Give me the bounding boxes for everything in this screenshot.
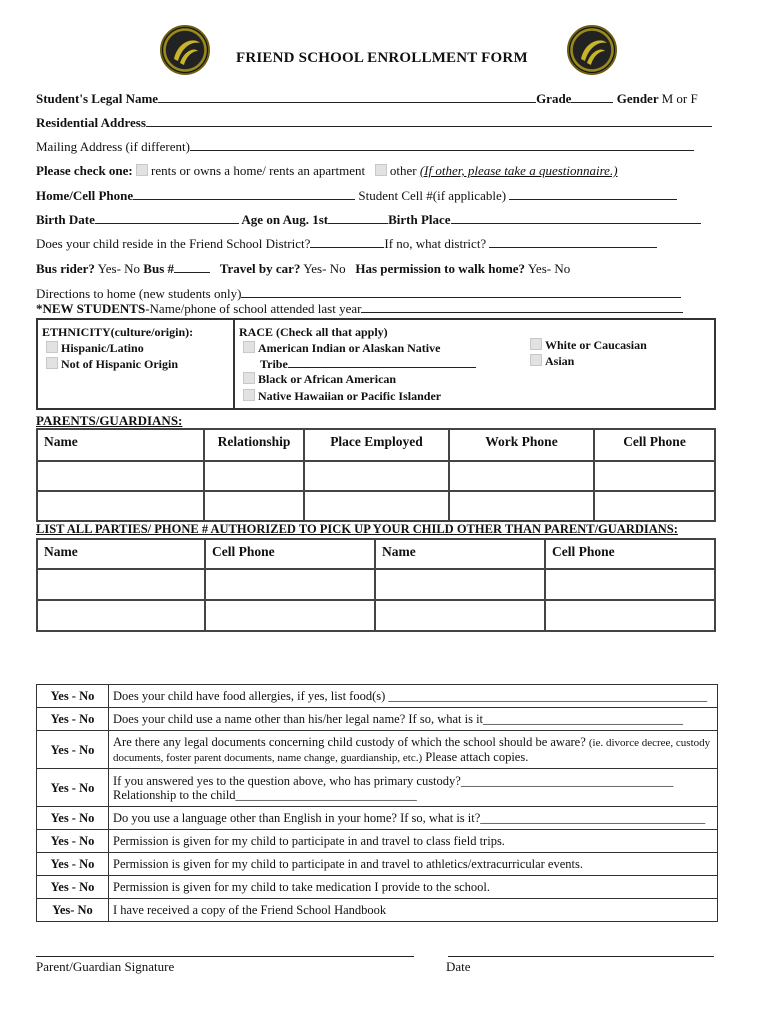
home-phone-field[interactable] [133, 189, 355, 200]
question-text-cell [109, 769, 718, 807]
student-cell-label: Student Cell #(if applicable) [358, 188, 507, 203]
table-cell[interactable] [205, 569, 375, 600]
question-note: (ie. divorce decree, custody documents, foster parent documents, name change, guardianship, etc.) [113, 736, 711, 764]
col-relationship: Relationship [204, 429, 304, 461]
yes-no-toggle[interactable]: Yes - No [37, 876, 109, 899]
race-option-black[interactable] [243, 372, 396, 387]
district-answer-field[interactable] [310, 237, 384, 248]
race-heading: RACE (Check all that apply) [239, 325, 388, 339]
race-divider [233, 320, 235, 408]
walk-home-label: Has permission to walk home? [355, 261, 526, 276]
gender-options[interactable]: M or F [661, 91, 698, 106]
table-cell[interactable] [594, 491, 715, 521]
table-row[interactable] [37, 461, 715, 491]
race-option-white[interactable] [530, 338, 647, 353]
question-text: I have received a copy of the Friend School Handbook [109, 899, 718, 922]
walk-home-options[interactable]: Yes- No [527, 261, 571, 276]
col-pickup-cell-2: Cell Phone [545, 539, 715, 569]
non-hispanic-label: Not of Hispanic Origin [61, 357, 179, 371]
birth-place-field[interactable] [451, 213, 701, 224]
non-hispanic-checkbox[interactable] [46, 357, 58, 369]
table-row[interactable] [37, 569, 715, 600]
parents-table [36, 428, 716, 522]
directions-label: Directions to home (new students only) [36, 286, 242, 301]
signature-label: Parent/Guardian Signature [36, 959, 175, 974]
mailing-label: Mailing Address (if different) [36, 139, 190, 154]
hawaiian-checkbox[interactable] [243, 389, 255, 401]
question-row [37, 731, 718, 769]
new-students-label: *NEW STUDENTS [36, 301, 146, 316]
housing-row [36, 163, 618, 179]
yes-no-toggle[interactable]: Yes - No [37, 731, 109, 769]
legal-name-label: Student's Legal Name [36, 91, 159, 106]
previous-school-field[interactable] [361, 302, 683, 313]
legal-name-field[interactable] [158, 92, 536, 103]
table-cell[interactable] [449, 461, 594, 491]
birth-place-label: Birth Place [388, 212, 451, 227]
questions-table [36, 684, 718, 922]
race-option-asian[interactable] [530, 354, 574, 369]
signature-line[interactable] [36, 956, 414, 957]
new-students-text: -Name/phone of school attended last year [145, 301, 362, 316]
student-cell-field[interactable] [509, 189, 677, 200]
question-text: Do you use a language other than English in your home? If so, what is it?____________________________________ [109, 807, 718, 830]
table-cell[interactable] [594, 461, 715, 491]
other-note: (If other, please take a questionnaire.) [419, 163, 618, 178]
home-phone-label: Home/Cell Phone [36, 188, 134, 203]
col-place-employed: Place Employed [304, 429, 449, 461]
question-line2: Relationship to the child_____________________________ [113, 787, 417, 802]
check-one-label: Please check one: [36, 163, 133, 178]
tribe-field[interactable] [288, 357, 476, 368]
birth-date-field[interactable] [95, 213, 239, 224]
age-field[interactable] [328, 213, 388, 224]
residential-row [36, 115, 712, 131]
ethnicity-heading: ETHNICITY(culture/origin): [42, 325, 194, 339]
yes-no-toggle[interactable]: Yes - No [37, 685, 109, 708]
american-indian-checkbox[interactable] [243, 341, 255, 353]
table-cell[interactable] [37, 461, 204, 491]
other-label: other [389, 163, 417, 178]
table-cell[interactable] [545, 600, 715, 631]
residential-label: Residential Address [36, 115, 146, 130]
col-work-phone: Work Phone [449, 429, 594, 461]
question-row [37, 685, 718, 708]
table-cell[interactable] [304, 491, 449, 521]
asian-label: Asian [545, 354, 575, 368]
col-pickup-name-2: Name [375, 539, 545, 569]
question-row [37, 830, 718, 853]
american-indian-label: American Indian or Alaskan Native [258, 341, 441, 355]
other-district-field[interactable] [489, 237, 657, 248]
ethnicity-option-non-hispanic[interactable] [46, 357, 178, 372]
grade-field[interactable] [571, 92, 613, 103]
question-tail: Please attach copies. [425, 749, 529, 764]
table-cell[interactable] [204, 491, 304, 521]
district-row [36, 236, 657, 252]
table-row[interactable] [37, 600, 715, 631]
col-pickup-cell-1: Cell Phone [205, 539, 375, 569]
question-text: Does your child have food allergies, if yes, list food(s) ___________________________________________________ [109, 685, 718, 708]
question-row [37, 876, 718, 899]
school-logo-left [160, 25, 210, 75]
parents-heading: PARENTS/GUARDIANS: [36, 413, 183, 428]
white-label: White or Caucasian [545, 338, 647, 352]
yes-no-toggle[interactable]: Yes - No [37, 769, 109, 807]
table-cell[interactable] [205, 600, 375, 631]
date-line[interactable] [448, 956, 714, 957]
hispanic-label: Hispanic/Latino [61, 341, 144, 355]
birth-row [36, 212, 701, 228]
question-row [37, 807, 718, 830]
bus-num-field[interactable] [174, 262, 210, 273]
question-row [37, 899, 718, 922]
tribe-label: Tribe [260, 357, 288, 371]
yes-no-toggle[interactable]: Yes - No [37, 807, 109, 830]
race-option-hawaiian[interactable] [243, 389, 441, 404]
transport-row [36, 261, 570, 277]
residential-field[interactable] [146, 116, 712, 127]
phone-row [36, 188, 677, 204]
white-checkbox[interactable] [530, 338, 542, 350]
table-cell[interactable] [37, 600, 205, 631]
black-label: Black or African American [258, 372, 397, 386]
table-cell[interactable] [204, 461, 304, 491]
parents-header-row [37, 429, 715, 461]
hawaiian-label: Native Hawaiian or Pacific Islander [258, 389, 442, 403]
table-row[interactable] [37, 491, 715, 521]
mailing-row [36, 139, 694, 155]
previous-school-row [36, 301, 683, 317]
question-row [37, 853, 718, 876]
district-question: Does your child reside in the Friend School District? [36, 236, 311, 251]
age-on-label: Age on Aug. 1st [241, 212, 329, 227]
table-cell[interactable] [304, 461, 449, 491]
col-name: Name [37, 429, 204, 461]
if-no-label: If no, what district? [384, 236, 487, 251]
tribe-row [260, 357, 476, 372]
bus-rider-options[interactable]: Yes- No [97, 261, 141, 276]
yes-no-toggle[interactable]: Yes - No [37, 708, 109, 731]
grade-label: Grade [536, 91, 572, 106]
rents-owns-checkbox[interactable] [136, 164, 148, 176]
travel-car-label: Travel by car? [219, 261, 301, 276]
form-title: FRIEND SCHOOL ENROLLMENT FORM [236, 50, 528, 66]
pickup-heading: LIST ALL PARTIES/ PHONE # AUTHORIZED TO PICK UP YOUR CHILD OTHER THAN PARENT/GUARDIANS: [36, 522, 678, 536]
question-text-cell [109, 731, 718, 769]
other-housing-checkbox[interactable] [375, 164, 387, 176]
question-text: If you answered yes to the question above, who has primary custody?__________________________________ [113, 773, 674, 788]
question-text: Does your child use a name other than his/her legal name? If so, what is it________________________________ [109, 708, 718, 731]
birth-date-label: Birth Date [36, 212, 95, 227]
black-checkbox[interactable] [243, 372, 255, 384]
table-cell[interactable] [37, 491, 204, 521]
bus-num-label: Bus # [143, 261, 175, 276]
race-option-american-indian[interactable] [243, 341, 440, 356]
yes-no-toggle[interactable]: Yes - No [37, 853, 109, 876]
directions-field[interactable] [241, 287, 681, 298]
table-cell[interactable] [375, 600, 545, 631]
pickup-header-row [37, 539, 715, 569]
question-text: Permission is given for my child to participate in and travel to athletics/extracurricular events. [109, 853, 718, 876]
hispanic-checkbox[interactable] [46, 341, 58, 353]
col-pickup-name-1: Name [37, 539, 205, 569]
travel-car-options[interactable]: Yes- No [303, 261, 346, 276]
directions-row [36, 286, 681, 302]
date-label: Date [446, 959, 471, 974]
yes-no-toggle[interactable]: Yes - No [37, 830, 109, 853]
question-text: Permission is given for my child to take medication I provide to the school. [109, 876, 718, 899]
ethnicity-option-hispanic[interactable] [46, 341, 144, 356]
table-cell[interactable] [375, 569, 545, 600]
bus-rider-label: Bus rider? [36, 261, 95, 276]
question-text: Are there any legal documents concerning child custody of which the school should be aware? [113, 734, 586, 749]
table-cell[interactable] [449, 491, 594, 521]
col-cell-phone: Cell Phone [594, 429, 715, 461]
question-row [37, 708, 718, 731]
question-row [37, 769, 718, 807]
yes-no-toggle[interactable]: Yes- No [37, 899, 109, 922]
mailing-field[interactable] [190, 140, 694, 151]
school-logo-right [567, 25, 617, 75]
rents-owns-label: rents or owns a home/ rents an apartment [151, 163, 366, 178]
legal-name-row [36, 91, 698, 107]
asian-checkbox[interactable] [530, 354, 542, 366]
gender-label: Gender [616, 91, 659, 106]
table-cell[interactable] [545, 569, 715, 600]
table-cell[interactable] [37, 569, 205, 600]
pickup-table [36, 538, 716, 632]
question-text: Permission is given for my child to participate in and travel to class field trips. [109, 830, 718, 853]
